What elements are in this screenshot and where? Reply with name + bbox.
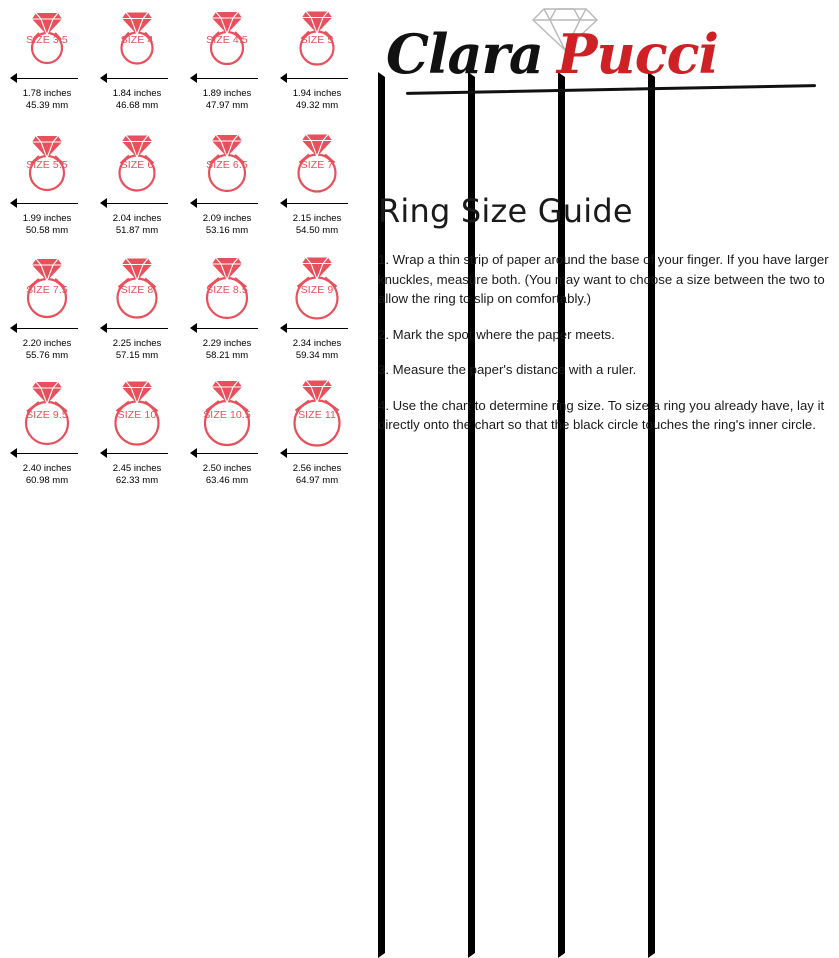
ring-size-label: SIZE 6.5	[206, 159, 248, 171]
instruction-step: 4. Use the chart to determine ring size. To size a ring you already have, lay it directly onto the chart so that the black circle touches the ring's inner circle.	[378, 397, 825, 432]
ring-size-cell	[92, 0, 182, 125]
ring-size-label: SIZE 9	[300, 284, 334, 296]
ring-size-cell	[182, 0, 272, 125]
ring-size-label: SIZE 5.5	[26, 159, 68, 171]
ring-size-cell	[92, 250, 182, 375]
ring-graphic-wrap	[2, 125, 92, 203]
ring-size-label: SIZE 8	[120, 284, 154, 296]
ring-graphic-wrap	[92, 125, 182, 203]
ring-measurements	[2, 338, 92, 362]
ring-measurements	[182, 88, 272, 112]
instruction-step: 2. Mark the spot where the paper meets.	[378, 326, 615, 342]
ring-diameter-inches: 2.34 inches	[292, 338, 342, 349]
ring-size-label: SIZE 7.5	[26, 284, 68, 296]
ring-size-label: SIZE 4	[120, 34, 154, 46]
ring-diameter-inches: 1.78 inches	[22, 88, 72, 99]
ring-measurements	[182, 463, 272, 487]
ring-size-label: SIZE 7	[300, 159, 334, 171]
ring-size-label: SIZE 3.5	[26, 34, 68, 46]
ring-measurements	[272, 88, 362, 112]
instruction-steps	[378, 250, 830, 451]
ring-circumference-mm: 46.68 mm	[115, 100, 159, 111]
ring-size-cell	[2, 375, 92, 500]
ring-diameter-inches: 2.20 inches	[22, 338, 72, 349]
ring-diameter-inches: 2.56 inches	[292, 463, 342, 474]
ring-graphic-wrap	[182, 250, 272, 328]
brand-name-first: Clara	[386, 22, 543, 86]
page-title: Ring Size Guide	[378, 192, 633, 230]
ring-measurements	[92, 463, 182, 487]
ring-diameter-inches: 2.04 inches	[112, 213, 162, 224]
ring-graphic-wrap	[2, 250, 92, 328]
ring-circumference-mm: 45.39 mm	[25, 100, 69, 111]
ring-graphic-wrap	[182, 375, 272, 453]
ring-diameter-inches: 1.99 inches	[22, 213, 72, 224]
diameter-arrow-icon	[10, 322, 84, 334]
ring-measurements	[92, 88, 182, 112]
ring-size-label: SIZE 5	[300, 34, 334, 46]
ring-diameter-inches: 2.15 inches	[292, 213, 342, 224]
ring-measurements	[272, 463, 362, 487]
diameter-arrow-icon	[190, 197, 264, 209]
ring-measurements	[182, 213, 272, 237]
ring-size-label: SIZE 10.5	[203, 409, 251, 421]
ring-size-cell	[182, 250, 272, 375]
ring-circumference-mm: 55.76 mm	[25, 350, 69, 361]
diameter-arrow-icon	[190, 72, 264, 84]
ring-diameter-inches: 2.40 inches	[22, 463, 72, 474]
diameter-arrow-icon	[10, 197, 84, 209]
diameter-arrow-icon	[100, 72, 174, 84]
ring-diameter-inches: 2.09 inches	[202, 213, 252, 224]
ring-size-cell	[2, 125, 92, 250]
ring-graphic-wrap	[2, 0, 92, 78]
diameter-arrow-icon	[280, 72, 354, 84]
ring-circumference-mm: 64.97 mm	[295, 475, 339, 486]
ring-measurements	[182, 338, 272, 362]
ring-size-cell	[92, 375, 182, 500]
diameter-arrow-icon	[10, 447, 84, 459]
ring-size-cell	[2, 250, 92, 375]
ring-circumference-mm: 58.21 mm	[205, 350, 249, 361]
brand-logo	[378, 4, 833, 104]
diameter-arrow-icon	[280, 322, 354, 334]
ring-graphic-wrap	[92, 375, 182, 453]
ring-graphic-wrap	[272, 375, 362, 453]
ring-circumference-mm: 47.97 mm	[205, 100, 249, 111]
ring-circumference-mm: 54.50 mm	[295, 225, 339, 236]
ring-size-cell	[2, 0, 92, 125]
ring-size-cell	[272, 125, 362, 250]
ring-diameter-inches: 2.29 inches	[202, 338, 252, 349]
ring-diameter-inches: 2.25 inches	[112, 338, 162, 349]
ring-circumference-mm: 51.87 mm	[115, 225, 159, 236]
ring-circumference-mm: 49.32 mm	[295, 100, 339, 111]
ring-diameter-inches: 1.84 inches	[112, 88, 162, 99]
ring-circumference-mm: 50.58 mm	[25, 225, 69, 236]
ring-size-cell	[92, 125, 182, 250]
ring-graphic-wrap	[272, 125, 362, 203]
ring-measurements	[2, 463, 92, 487]
ring-diameter-inches: 1.89 inches	[202, 88, 252, 99]
diameter-arrow-icon	[10, 72, 84, 84]
ring-size-cell	[272, 250, 362, 375]
ring-measurements	[2, 88, 92, 112]
ring-graphic-wrap	[92, 0, 182, 78]
ring-size-cell	[182, 375, 272, 500]
ring-circumference-mm: 60.98 mm	[25, 475, 69, 486]
ring-size-chart	[0, 0, 364, 501]
ring-size-label: SIZE 8.5	[206, 284, 248, 296]
ring-measurements	[272, 338, 362, 362]
ring-size-cell	[182, 125, 272, 250]
diameter-arrow-icon	[190, 447, 264, 459]
ring-diameter-inches: 2.50 inches	[202, 463, 252, 474]
brand-name	[386, 22, 836, 86]
instruction-step: 1. Wrap a thin strip of paper around the base of your finger. If you have larger knuckles, measure both. (You may want to choose a size between the two to allow the ring to slip on comfortably.)	[378, 252, 829, 306]
ring-circumference-mm: 62.33 mm	[115, 475, 159, 486]
ring-graphic-wrap	[272, 0, 362, 78]
ring-measurements	[92, 213, 182, 237]
ring-circumference-mm: 53.16 mm	[205, 225, 249, 236]
guide-panel	[368, 0, 839, 501]
ring-circumference-mm: 59.34 mm	[295, 350, 339, 361]
diameter-arrow-icon	[100, 447, 174, 459]
ring-size-label: SIZE 11	[298, 409, 336, 421]
ring-graphic-wrap	[182, 125, 272, 203]
diameter-arrow-icon	[100, 197, 174, 209]
ring-measurements	[272, 213, 362, 237]
ring-circumference-mm: 63.46 mm	[205, 475, 249, 486]
diameter-arrow-icon	[190, 322, 264, 334]
ring-circumference-mm: 57.15 mm	[115, 350, 159, 361]
brand-name-second: Pucci	[556, 22, 719, 86]
ring-graphic-wrap	[272, 250, 362, 328]
ring-size-label: SIZE 4.5	[206, 34, 248, 46]
ring-graphic-wrap	[92, 250, 182, 328]
ring-diameter-inches: 1.94 inches	[292, 88, 342, 99]
diameter-arrow-icon	[100, 322, 174, 334]
instruction-step: 3. Measure the paper's distance with a ruler.	[378, 362, 637, 377]
diameter-arrow-icon	[280, 447, 354, 459]
ring-diameter-inches: 2.45 inches	[112, 463, 162, 474]
ring-measurements	[2, 213, 92, 237]
ring-graphic-wrap	[2, 375, 92, 453]
ring-graphic-wrap	[182, 0, 272, 78]
diameter-arrow-icon	[280, 197, 354, 209]
ring-size-label: SIZE 6	[120, 159, 154, 171]
ring-size-cell	[272, 0, 362, 125]
ring-measurements	[92, 338, 182, 362]
ring-size-cell	[272, 375, 362, 500]
ring-size-label: SIZE 9.5	[26, 409, 68, 421]
ring-size-label: SIZE 10	[117, 409, 157, 421]
